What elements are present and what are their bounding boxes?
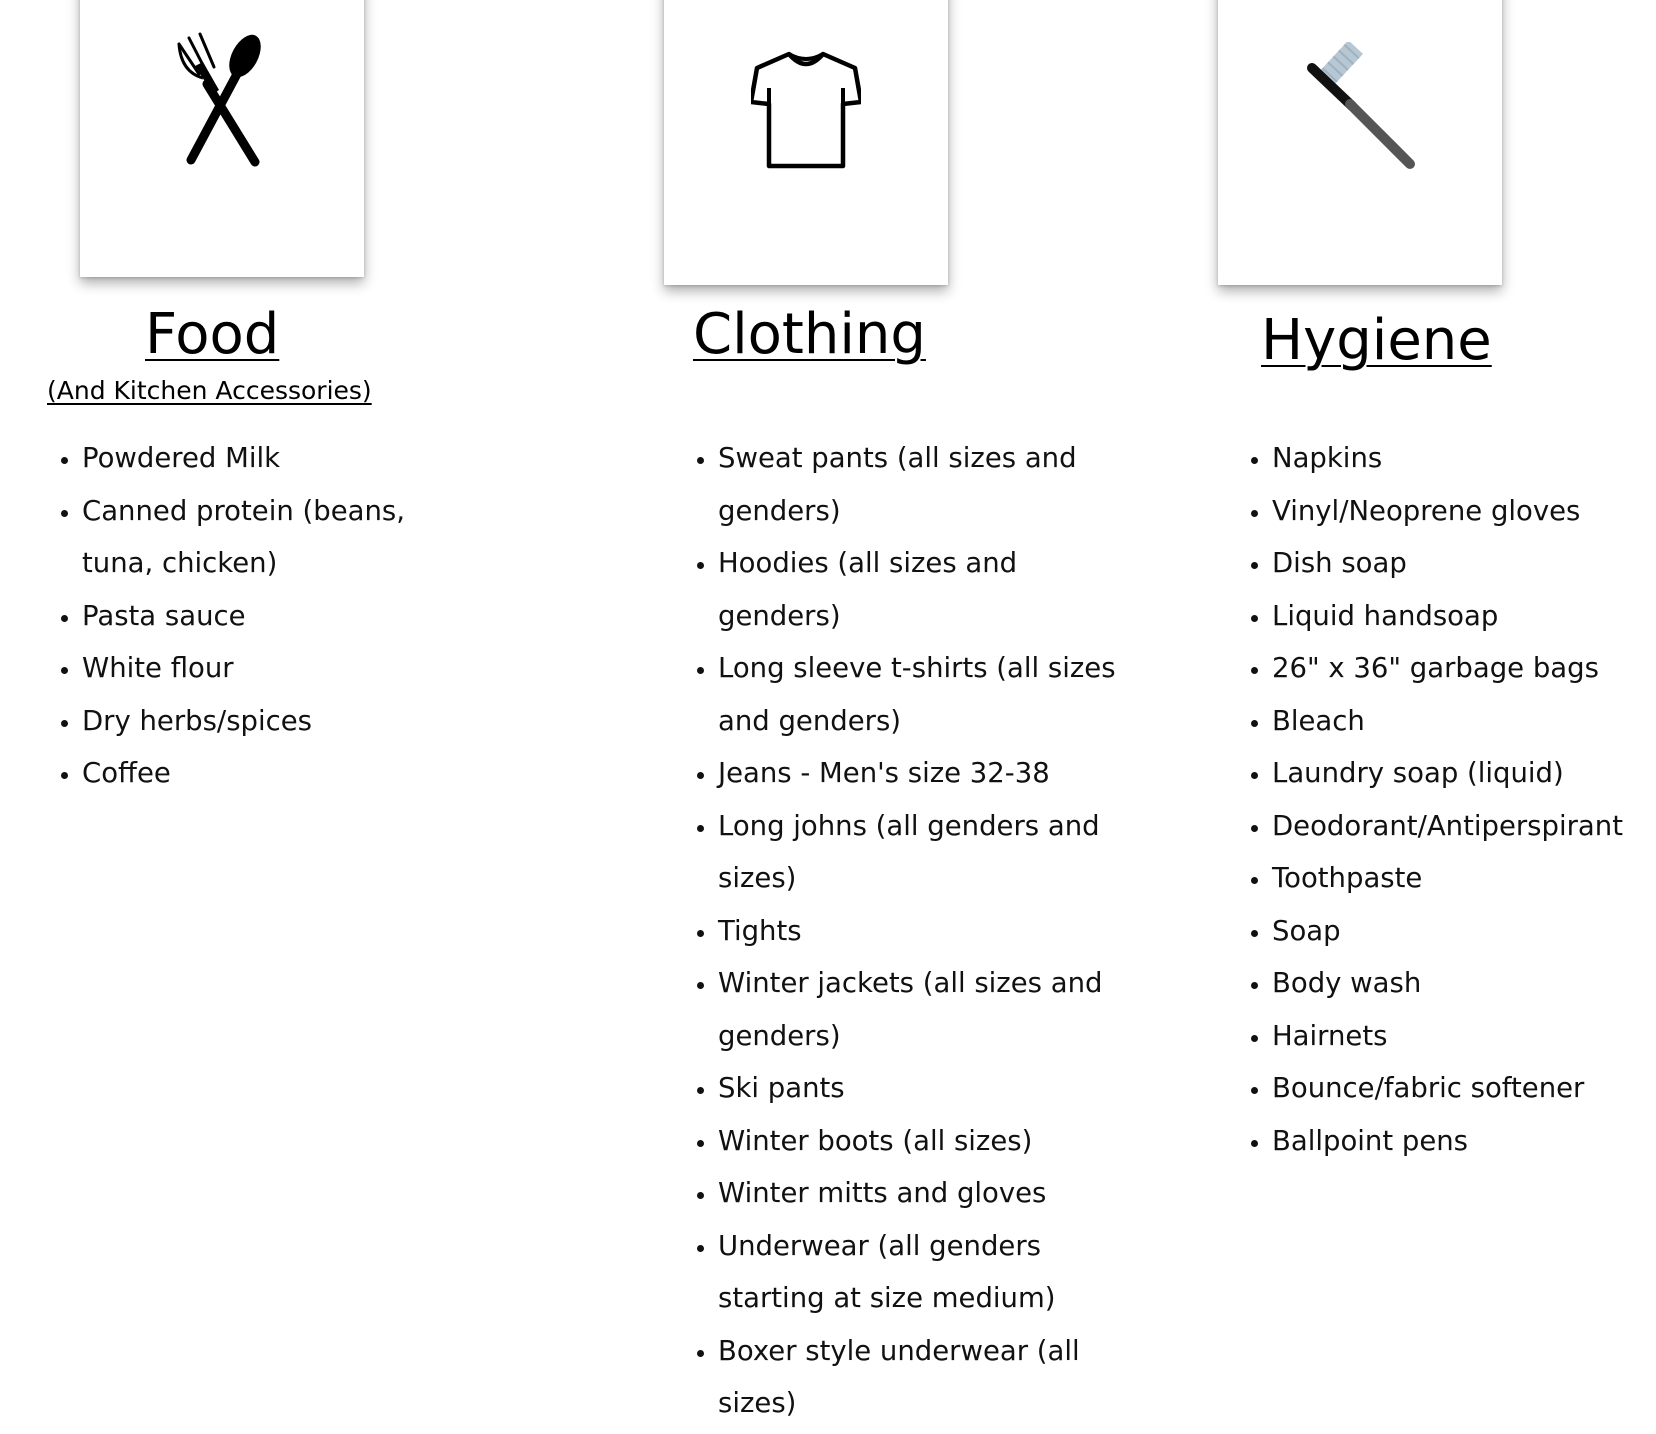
list-item: • 26" x 36" garbage bags: [1272, 642, 1656, 695]
list-item: • Soap: [1272, 905, 1656, 958]
food-list: [47, 432, 442, 800]
list-item: • Tights: [718, 905, 1128, 958]
list-item: • Powdered Milk: [82, 432, 442, 485]
hygiene-card: [1218, 0, 1502, 285]
list-item: • Ski pants: [718, 1062, 1128, 1115]
list-item: • Vinyl/Neoprene gloves: [1272, 485, 1656, 538]
clothing-list: [683, 432, 1128, 1430]
list-item: • Bounce/fabric softener: [1272, 1062, 1656, 1115]
list-item: • Ballpoint pens: [1272, 1115, 1656, 1168]
t-shirt-icon: [751, 50, 861, 170]
list-item: • Canned protein (beans, tuna, chicken): [82, 485, 442, 590]
fork-spoon-icon: [173, 32, 273, 172]
list-item: • Winter jackets (all sizes and genders): [718, 957, 1128, 1062]
list-item: • Napkins: [1272, 432, 1656, 485]
list-item: • Hoodies (all sizes and genders): [718, 537, 1128, 642]
list-item: • Hairnets: [1272, 1010, 1656, 1063]
food-card: [80, 0, 364, 277]
clothing-title[interactable]: Clothing: [693, 302, 926, 367]
list-item: • Bleach: [1272, 695, 1656, 748]
list-item: • Pasta sauce: [82, 590, 442, 643]
list-item: • Dish soap: [1272, 537, 1656, 590]
hygiene-list: [1237, 432, 1656, 1167]
list-item: • Body wash: [1272, 957, 1656, 1010]
list-item: • Laundry soap (liquid): [1272, 747, 1656, 800]
list-item: • Toothpaste: [1272, 852, 1656, 905]
list-item: • Winter mitts and gloves: [718, 1167, 1128, 1220]
list-item: • Winter boots (all sizes): [718, 1115, 1128, 1168]
list-item: • Boxer style underwear (all sizes): [718, 1325, 1128, 1430]
list-item: • Dry herbs/spices: [82, 695, 442, 748]
list-item: • Sweat pants (all sizes and genders): [718, 432, 1128, 537]
list-item: • Coffee: [82, 747, 442, 800]
list-item: • Liquid handsoap: [1272, 590, 1656, 643]
list-item: • Long johns (all genders and sizes): [718, 800, 1128, 905]
hygiene-title[interactable]: Hygiene: [1261, 308, 1492, 373]
food-subtitle[interactable]: (And Kitchen Accessories): [47, 376, 372, 405]
list-item: • Long sleeve t-shirts (all sizes and genders): [718, 642, 1128, 747]
list-item: • Underwear (all genders starting at size medium): [718, 1220, 1128, 1325]
clothing-card: [664, 0, 948, 285]
list-item: • Jeans - Men's size 32-38: [718, 747, 1128, 800]
toothbrush-icon: [1306, 42, 1416, 172]
list-item: • White flour: [82, 642, 442, 695]
food-title[interactable]: Food: [145, 302, 280, 367]
list-item: • Deodorant/Antiperspirant: [1272, 800, 1656, 853]
